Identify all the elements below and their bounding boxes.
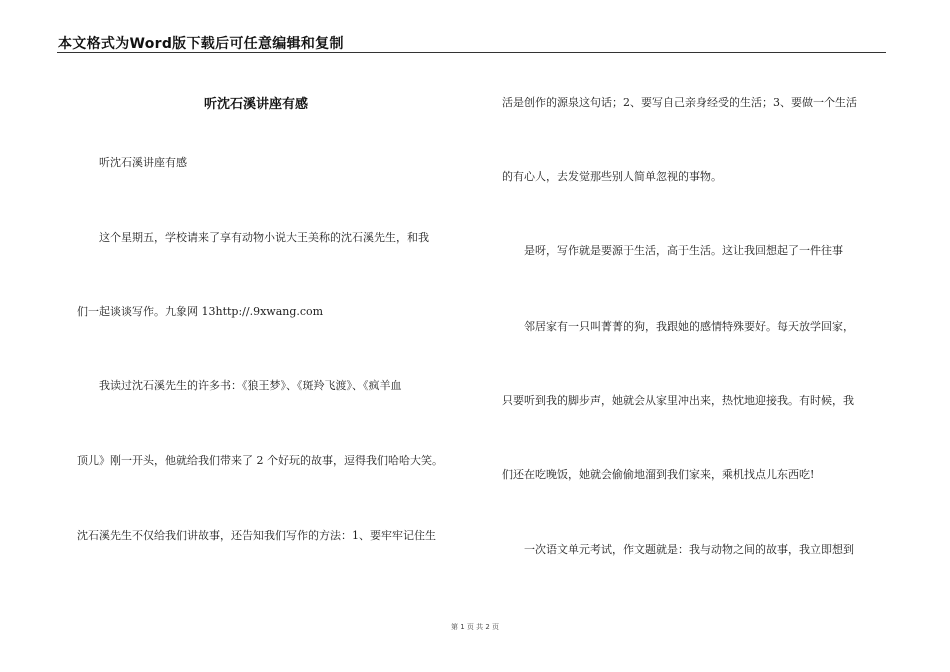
article-title: 听沈石溪讲座有感 [204, 97, 309, 112]
paragraph-line: 顶儿》刚一开头，他就给我们带来了 2 个好玩的故事，逗得我们哈哈大笑。 [77, 454, 443, 467]
paragraph-line: 这个星期五，学校请来了享有动物小说大王美称的沈石溪先生，和我 [77, 231, 429, 244]
paragraph-line: 一次语文单元考试，作文题就是：我与动物之间的故事，我立即想到 [502, 543, 854, 556]
paragraph-line: 的有心人，去发觉那些别人简单忽视的事物。 [502, 170, 722, 183]
paragraph-line: 们一起谈谈写作。九象网 13http://.9xwang.com [77, 305, 324, 318]
paragraph-line: 只要听到我的脚步声，她就会从家里冲出来，热忱地迎接我。有时候，我 [502, 394, 854, 407]
paragraph-line: 活是创作的源泉这句话；2、要写自己亲身经受的生活；3、要做一个生活 [502, 96, 857, 109]
paragraph-line: 是呀，写作就是要源于生活，高于生活。这让我回想起了一件往事 [502, 244, 843, 257]
right-column [502, 0, 897, 672]
left-column [77, 0, 472, 672]
document-header-title: 本文格式为Word版下载后可任意编辑和复制 [58, 36, 344, 52]
paragraph-line: 沈石溪先生不仅给我们讲故事，还告知我们写作的方法：1、要牢牢记住生 [77, 529, 436, 542]
paragraph-line: 我读过沈石溪先生的许多书：《狼王梦》、《斑羚飞渡》、《疯羊血 [77, 379, 402, 392]
paragraph-line: 邻居家有一只叫菁菁的狗，我跟她的感情特殊要好。每天放学回家， [502, 320, 854, 333]
page-number: 第 1 页 共 2 页 [450, 623, 500, 631]
paragraph-line: 听沈石溪讲座有感 [77, 156, 187, 169]
paragraph-line: 们还在吃晚饭，她就会偷偷地溜到我们家来，乘机找点儿东西吃! [502, 468, 815, 481]
